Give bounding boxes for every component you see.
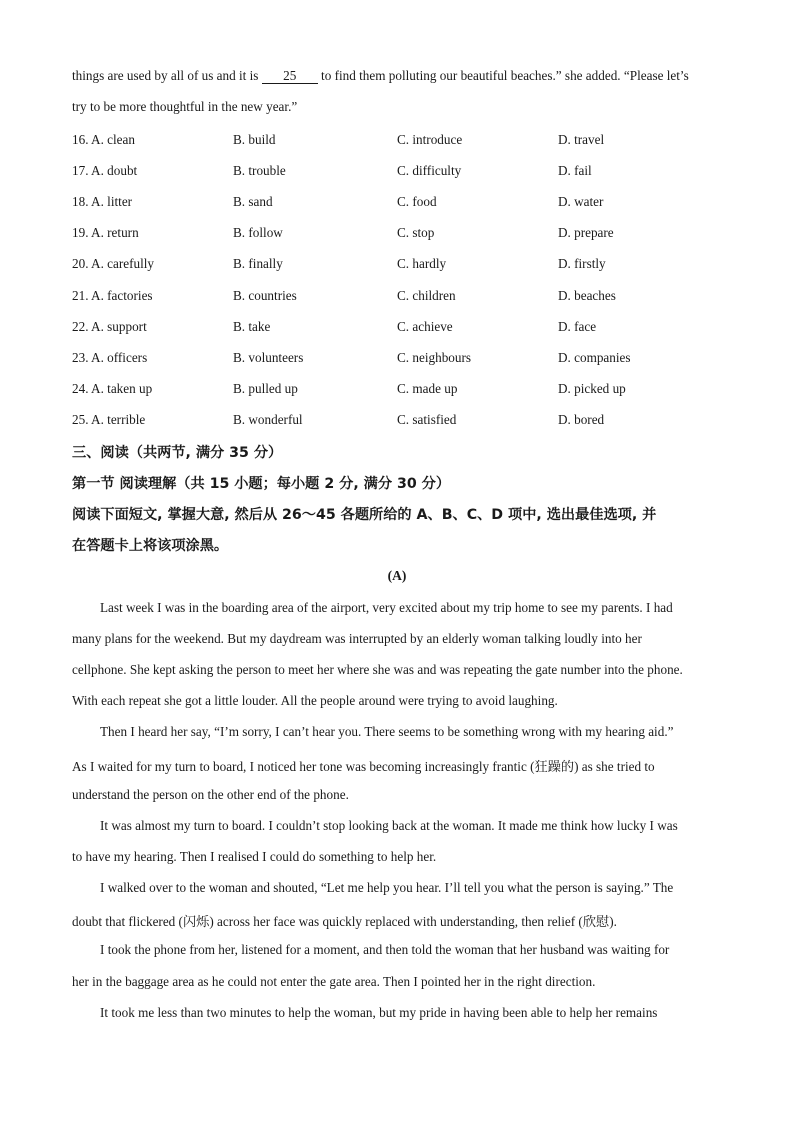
question-option-b: B. follow [233, 225, 283, 241]
question-option-d: D. water [558, 194, 604, 210]
passage-line: cellphone. She kept asking the person to meet her where she was and was repeating the gate number into the phone. [72, 662, 683, 677]
question-option-b: B. countries [233, 287, 297, 303]
question-option-d: D. bored [558, 411, 605, 427]
question-option-c: C. difficulty [397, 163, 462, 179]
question-option-b: B. build [233, 132, 276, 147]
passage-line: I took the phone from her, listened for a moment, and then told the woman that her husband was waiting for [100, 942, 670, 957]
text-segment: to find them polluting our beautiful beaches.” she added. “Please let’s [317, 68, 689, 83]
passage-line: many plans for the weekend. But my daydream was interrupted by an elderly woman talking loudly into her [72, 631, 642, 646]
question-option-d: D. companies [558, 349, 631, 365]
passage-line: It took me less than two minutes to help the woman, but my pride in having been able to help her remains [100, 1005, 658, 1020]
section-title: 三、阅读（共两节, 满分 35 分） [72, 445, 283, 461]
question-option-a: 24. A. taken up [72, 380, 153, 396]
passage-line: her in the baggage area as he could not enter the gate area. Then I pointed her in the right direction. [72, 974, 596, 989]
question-option-a: 16. A. clean [72, 132, 135, 147]
question-option-d: D. face [558, 318, 597, 334]
passage-line: to have my hearing. Then I realised I could do something to help her. [72, 849, 437, 864]
question-option-c: C. hardly [397, 256, 447, 272]
question-option-c: C. satisfied [397, 411, 457, 427]
question-option-b: B. wonderful [233, 411, 303, 427]
question-option-a: 21. A. factories [72, 287, 153, 303]
passage-line: understand the person on the other end of the phone. [72, 787, 349, 802]
question-option-d: D. prepare [558, 225, 614, 241]
question-option-c: C. introduce [397, 132, 463, 147]
question-option-b: B. finally [233, 256, 283, 272]
question-option-a: 18. A. litter [72, 194, 133, 210]
question-option-a: 23. A. officers [72, 349, 148, 365]
question-option-c: C. made up [397, 380, 458, 396]
question-option-b: B. volunteers [233, 349, 304, 365]
question-option-b: B. pulled up [233, 380, 298, 396]
instruction-line-2: 在答题卡上将该项涂黑。 [72, 538, 229, 554]
question-option-d: D. firstly [558, 256, 606, 272]
question-option-b: B. take [233, 318, 271, 334]
question-option-c: C. children [397, 287, 456, 303]
passage-end-line-2: try to be more thoughtful in the new year.” [72, 99, 298, 114]
passage-line: It was almost my turn to board. I couldn’t stop looking back at the woman. It made me think how lucky I was [100, 818, 678, 833]
text-segment: things are used by all of us and it is [72, 68, 262, 83]
question-option-b: B. trouble [233, 163, 286, 179]
passage-line: I walked over to the woman and shouted, “Let me help you hear. I’ll tell you what the person is saying.” The [100, 880, 674, 895]
question-option-c: C. food [397, 194, 437, 210]
answer-blank: 25 [262, 69, 318, 84]
question-option-a: 20. A. carefully [72, 256, 155, 272]
passage-line: Then I heard her say, “I’m sorry, I can’t hear you. There seems to be something wrong with my hearing aid.” [100, 724, 674, 739]
question-option-a: 22. A. support [72, 318, 147, 334]
question-option-c: C. achieve [397, 318, 453, 334]
passage-end-line-1 [72, 68, 689, 84]
question-option-d: D. beaches [558, 287, 616, 303]
question-option-a: 19. A. return [72, 225, 139, 241]
passage-line: As I waited for my turn to board, I noticed her tone was becoming increasingly frantic (狂躁的) as she tried to [72, 759, 655, 774]
question-option-d: D. fail [558, 163, 592, 179]
question-option-a: 25. A. terrible [72, 411, 146, 427]
section-subtitle: 第一节 阅读理解（共 15 小题；每小题 2 分, 满分 30 分） [72, 476, 451, 492]
passage-line: With each repeat she got a little louder. All the people around were trying to avoid laughing. [72, 693, 558, 708]
instruction-line-1: 阅读下面短文, 掌握大意, 然后从 26～45 各题所给的 A、B、C、D 项中, 选出最佳选项, 并 [72, 507, 657, 523]
passage-line: Last week I was in the boarding area of the airport, very excited about my trip home to see my parents. I had [100, 600, 673, 615]
passage-label: (A) [387, 568, 407, 583]
question-option-d: D. travel [558, 132, 605, 147]
question-option-c: C. stop [397, 225, 435, 241]
question-option-b: B. sand [233, 194, 273, 210]
question-option-d: D. picked up [558, 380, 626, 396]
passage-line: doubt that flickered (闪烁) across her face was quickly replaced with understanding, then relief (欣慰). [72, 914, 617, 929]
question-option-c: C. neighbours [397, 349, 471, 365]
question-option-a: 17. A. doubt [72, 163, 138, 179]
